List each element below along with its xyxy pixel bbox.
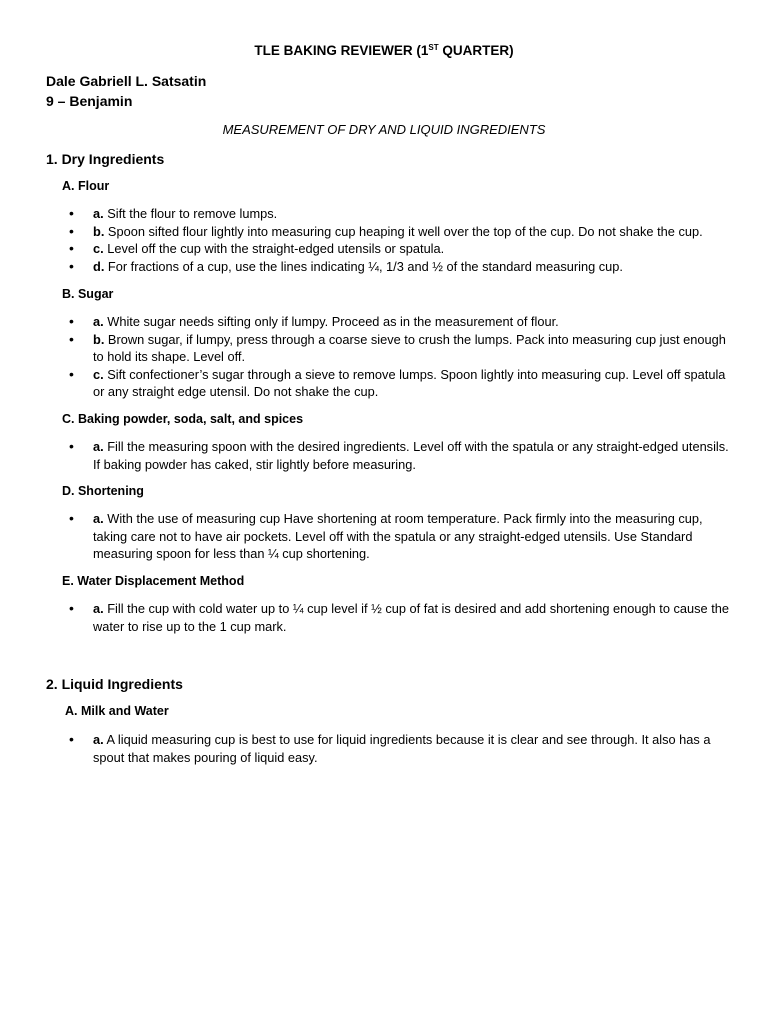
list-item: • a. With the use of measuring cup Have shortening at room temperature. Pack firmly into the measuring cup, taking care not to have air pockets. Level off with the spatula or any straight-edged utensils. Use Standard measuring spoon for less than ¼ cup shortening. <box>93 510 733 563</box>
section-heading-dry: 1. Dry Ingredients <box>46 151 165 167</box>
list-item: • a. Sift the flour to remove lumps. <box>93 205 733 223</box>
list-item: • a. Fill the measuring spoon with the desired ingredients. Level off with the spatula or any straight-edged utensils. If baking powder has caked, stir lightly before measuring. <box>93 438 733 473</box>
list-shortening <box>93 510 733 563</box>
list-flour <box>93 205 733 275</box>
subheading-milk: A. Milk and Water <box>65 704 169 718</box>
list-sugar <box>93 313 733 401</box>
list-water <box>93 600 733 635</box>
author-name: Dale Gabriell L. Satsatin <box>46 73 207 89</box>
list-item: • c. Level off the cup with the straight-edged utensils or spatula. <box>93 240 733 258</box>
subheading-sugar: B. Sugar <box>62 287 114 301</box>
section-heading-liquid: 2. Liquid Ingredients <box>46 676 183 692</box>
subheading-water: E. Water Displacement Method <box>62 574 245 588</box>
author-section: 9 – Benjamin <box>46 93 133 109</box>
list-item: • c. Sift confectioner’s sugar through a sieve to remove lumps. Spoon lightly into measuring cup. Level off spatula or any straight edge utensil. Do not shake the cup. <box>93 366 733 401</box>
document-title: TLE BAKING REVIEWER (1ST QUARTER) <box>254 43 514 58</box>
list-item: • b. Brown sugar, if lumpy, press through a coarse sieve to crush the lumps. Pack into measuring cup just enough to hold its shape. Level off. <box>93 331 733 366</box>
list-milk <box>93 731 733 766</box>
subheading-flour: A. Flour <box>62 179 110 193</box>
list-item: • a. White sugar needs sifting only if lumpy. Proceed as in the measurement of flour. <box>93 313 733 331</box>
list-item: • a. A liquid measuring cup is best to use for liquid ingredients because it is clear and see through. It also has a spout that makes pouring of liquid easy. <box>93 731 733 766</box>
subheading-baking: C. Baking powder, soda, salt, and spices <box>62 412 304 426</box>
list-item: • b. Spoon sifted flour lightly into measuring cup heaping it well over the top of the cup. Do not shake the cup. <box>93 223 733 241</box>
list-item: • a. Fill the cup with cold water up to ¼ cup level if ½ cup of fat is desired and add shortening enough to cause the water to rise up to the 1 cup mark. <box>93 600 733 635</box>
list-item: • d. For fractions of a cup, use the lines indicating ¼, 1/3 and ½ of the standard measuring cup. <box>93 258 733 276</box>
subheading-shortening: D. Shortening <box>62 484 144 498</box>
document-subtitle: MEASUREMENT OF DRY AND LIQUID INGREDIENTS <box>222 122 546 137</box>
list-baking <box>93 438 733 473</box>
